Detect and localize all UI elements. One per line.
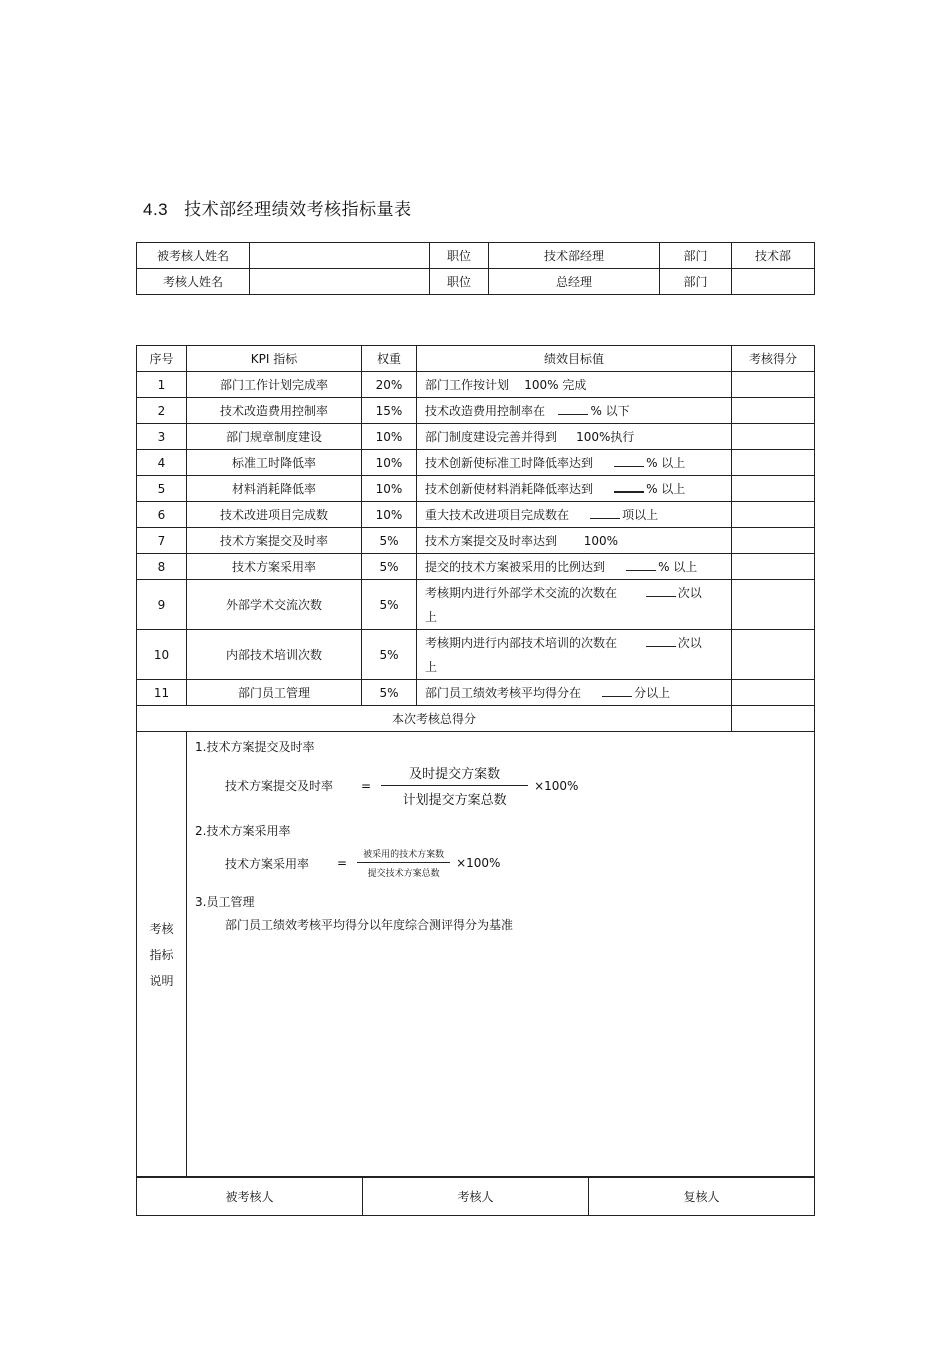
row-no: 10 [137, 630, 187, 680]
formula-1-fraction [381, 763, 528, 808]
formula-1-multiplier: ×100% [534, 778, 579, 793]
row-score[interactable] [732, 580, 815, 630]
appraisee-dept-value: 技术部 [732, 243, 815, 269]
target-suffix: % 以上 [646, 482, 686, 496]
row-no: 9 [137, 580, 187, 630]
row-weight: 5% [362, 630, 417, 680]
header-score: 考核得分 [732, 346, 815, 372]
section-number: 4.3 [143, 200, 169, 219]
signature-table [136, 1176, 815, 1216]
appraisee-position-value: 技术部经理 [489, 243, 660, 269]
header-kpi: KPI 指标 [187, 346, 362, 372]
blank-line[interactable] [558, 404, 588, 415]
row-target [417, 630, 732, 680]
row-score[interactable] [732, 450, 815, 476]
formula-2-equals: = [337, 856, 348, 870]
row-kpi: 部门员工管理 [187, 680, 362, 706]
formula-1-label: 技术方案提交及时率 [225, 779, 334, 793]
header-weight: 权重 [362, 346, 417, 372]
formula-2-denominator: 提交技术方案总数 [367, 869, 440, 879]
kpi-row [137, 630, 815, 680]
row-score[interactable] [732, 630, 815, 680]
reviewer-signature[interactable]: 复核人 [589, 1177, 815, 1216]
target-text: 考核期内进行内部技术培训的次数在 [425, 635, 618, 650]
appraiser-position-label: 职位 [430, 269, 489, 295]
formula-2-numerator: 被采用的技术方案数 [357, 847, 450, 863]
row-weight: 5% [362, 680, 417, 706]
kpi-row [137, 502, 815, 528]
blank-line[interactable] [646, 586, 676, 597]
section-2-title: 2.技术方案采用率 [195, 824, 291, 838]
total-score[interactable] [732, 706, 815, 732]
target-text: 重大技术改进项目完成数在 [425, 508, 570, 522]
kpi-row [137, 450, 815, 476]
side-label-2: 指标 [149, 947, 174, 962]
target-text: 技术创新使材料消耗降低率达到 [425, 482, 594, 496]
row-weight: 5% [362, 528, 417, 554]
row-score[interactable] [732, 680, 815, 706]
header-no: 序号 [137, 346, 187, 372]
appraiser-name-label: 考核人姓名 [137, 269, 250, 295]
target-suffix: 分以上 [634, 686, 671, 700]
row-no: 3 [137, 424, 187, 450]
section-1-title: 1.技术方案提交及时率 [195, 740, 315, 754]
target-text: 部门员工绩效考核平均得分在 [425, 686, 582, 700]
target-text: 考核期内进行外部学术交流的次数在 [425, 585, 618, 600]
formula-2-label: 技术方案采用率 [225, 856, 310, 871]
row-weight: 15% [362, 398, 417, 424]
appraiser-name-field[interactable] [250, 269, 430, 295]
row-weight: 10% [362, 450, 417, 476]
row-target [417, 680, 732, 706]
row-score[interactable] [732, 528, 815, 554]
row-score[interactable] [732, 398, 815, 424]
signature-row [137, 1177, 815, 1216]
row-no: 7 [137, 528, 187, 554]
kpi-row [137, 424, 815, 450]
target-suffix: 次以 [677, 585, 702, 600]
kpi-row [137, 680, 815, 706]
target-suffix: % 以下 [590, 404, 630, 418]
kpi-table [136, 345, 815, 1178]
side-label-1: 考核 [149, 921, 174, 936]
target-suffix: 次以 [677, 635, 702, 650]
row-weight: 10% [362, 476, 417, 502]
appraiser-dept-field[interactable] [732, 269, 815, 295]
row-weight: 5% [362, 554, 417, 580]
appraisee-row [137, 243, 815, 269]
formula-1-equals: = [361, 778, 372, 793]
blank-line[interactable] [626, 560, 656, 571]
target-suffix: 100% 完成 [524, 378, 587, 392]
row-weight: 10% [362, 424, 417, 450]
target-text: 技术改造费用控制率在 [425, 404, 546, 418]
row-kpi: 内部技术培训次数 [187, 630, 362, 680]
explain-content [187, 732, 815, 1178]
target-wrap: 上 [425, 659, 438, 674]
formula-1-denominator: 计划提交方案总数 [402, 793, 507, 808]
header-target: 绩效目标值 [417, 346, 732, 372]
info-table [136, 242, 815, 295]
row-weight: 10% [362, 502, 417, 528]
kpi-row [137, 476, 815, 502]
row-target [417, 372, 732, 398]
target-suffix: 项以上 [622, 508, 659, 522]
row-score[interactable] [732, 502, 815, 528]
section-3-text: 部门员工绩效考核平均得分以年度综合测评得分为基准 [225, 918, 514, 932]
row-kpi: 外部学术交流次数 [187, 580, 362, 630]
formula-2-multiplier: ×100% [456, 856, 501, 870]
row-score[interactable] [732, 424, 815, 450]
appraiser-dept-label: 部门 [660, 269, 732, 295]
row-target [417, 476, 732, 502]
row-target [417, 398, 732, 424]
kpi-row [137, 372, 815, 398]
target-text: 技术方案提交及时率达到 [425, 534, 558, 548]
kpi-header-row [137, 346, 815, 372]
target-text: 部门制度建设完善并得到 [425, 430, 558, 444]
target-text: 部门工作按计划 [425, 378, 510, 392]
total-row [137, 706, 815, 732]
blank-line[interactable] [614, 481, 644, 493]
blank-line[interactable] [602, 686, 632, 697]
row-kpi: 技术改进项目完成数 [187, 502, 362, 528]
kpi-row [137, 528, 815, 554]
appraisee-position-label: 职位 [430, 243, 489, 269]
total-label: 本次考核总得分 [137, 706, 732, 732]
row-no: 11 [137, 680, 187, 706]
row-kpi: 部门工作计划完成率 [187, 372, 362, 398]
kpi-row [137, 580, 815, 630]
target-suffix: % 以上 [646, 456, 686, 470]
row-no: 5 [137, 476, 187, 502]
appraisee-signature[interactable]: 被考核人 [137, 1177, 363, 1216]
appraisee-dept-label: 部门 [660, 243, 732, 269]
formula-submission-rate [225, 763, 814, 808]
formula-adoption-rate [225, 847, 814, 879]
row-target [417, 580, 732, 630]
appraiser-row [137, 269, 815, 295]
row-score[interactable] [732, 554, 815, 580]
target-suffix: % 以上 [658, 560, 698, 574]
row-target [417, 502, 732, 528]
target-text: 提交的技术方案被采用的比例达到 [425, 560, 606, 574]
formula-1-numerator: 及时提交方案数 [381, 763, 528, 786]
row-weight: 20% [362, 372, 417, 398]
row-target [417, 424, 732, 450]
section-3-title: 3.员工管理 [195, 895, 255, 909]
blank-line[interactable] [614, 456, 644, 467]
row-kpi: 技术方案提交及时率 [187, 528, 362, 554]
row-kpi: 材料消耗降低率 [187, 476, 362, 502]
appraiser-signature[interactable]: 考核人 [363, 1177, 589, 1216]
explain-side-label [137, 732, 187, 1178]
target-text: 技术创新使标准工时降低率达到 [425, 456, 594, 470]
side-label-3: 说明 [149, 973, 174, 988]
title-text: 技术部经理绩效考核指标量表 [184, 200, 412, 220]
row-score[interactable] [732, 372, 815, 398]
blank-line[interactable] [590, 508, 620, 519]
row-no: 8 [137, 554, 187, 580]
row-kpi: 部门规章制度建设 [187, 424, 362, 450]
appraisee-name-label: 被考核人姓名 [137, 243, 250, 269]
kpi-row [137, 398, 815, 424]
row-target [417, 528, 732, 554]
kpi-row [137, 554, 815, 580]
row-kpi: 标准工时降低率 [187, 450, 362, 476]
row-kpi: 技术方案采用率 [187, 554, 362, 580]
row-score[interactable] [732, 476, 815, 502]
formula-2-fraction [357, 847, 450, 879]
blank-line[interactable] [646, 636, 676, 647]
row-no: 6 [137, 502, 187, 528]
appraisee-name-field[interactable] [250, 243, 430, 269]
row-no: 2 [137, 398, 187, 424]
target-suffix: 100% [583, 534, 619, 548]
target-wrap: 上 [425, 609, 438, 624]
row-target [417, 554, 732, 580]
page-title [143, 195, 412, 220]
explain-row [137, 732, 815, 1178]
target-suffix: 100%执行 [576, 430, 635, 444]
row-target [417, 450, 732, 476]
row-kpi: 技术改造费用控制率 [187, 398, 362, 424]
row-no: 4 [137, 450, 187, 476]
appraiser-position-value: 总经理 [489, 269, 660, 295]
row-no: 1 [137, 372, 187, 398]
row-weight: 5% [362, 580, 417, 630]
